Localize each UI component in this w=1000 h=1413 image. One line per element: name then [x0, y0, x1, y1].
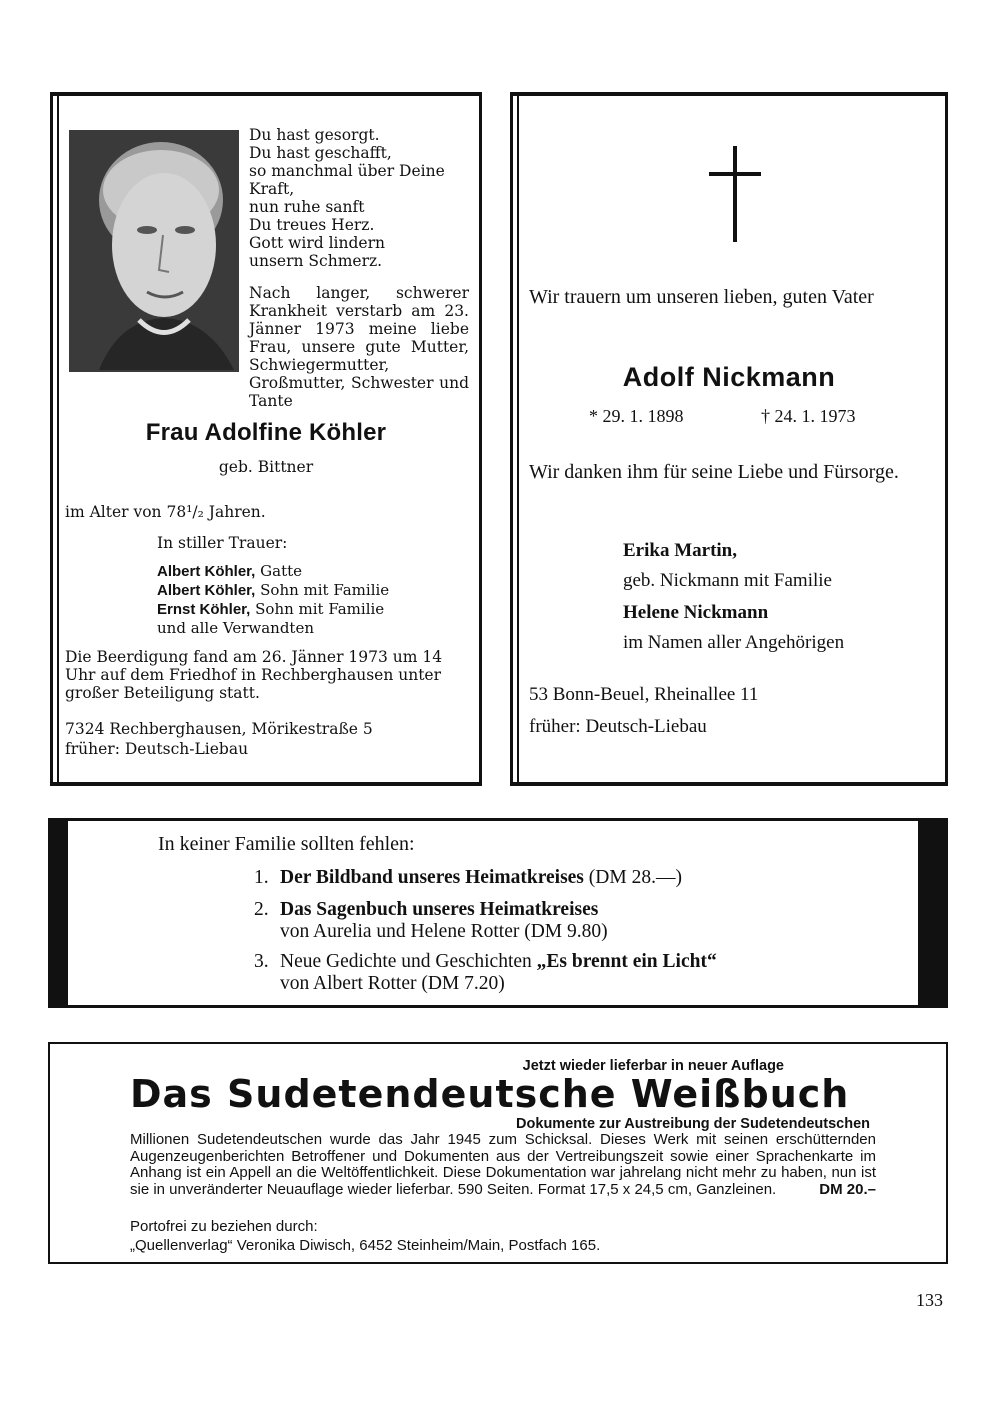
decorative-bar	[48, 821, 68, 1005]
portrait-photo	[69, 130, 239, 372]
family-note: im Namen aller Angehörigen	[623, 632, 845, 653]
book-title: Der Bildband unseres Heimatkreises	[280, 867, 584, 888]
order-info	[130, 1217, 600, 1255]
poem-line: Gott wird lindern	[249, 234, 385, 252]
mourner-name: Albert Köhler,	[157, 563, 256, 580]
poem-line: nun ruhe sanft	[249, 198, 365, 216]
book-price: DM 20.–	[819, 1180, 876, 1198]
book-title: „Es brennt ein Licht“	[536, 951, 717, 972]
maiden-name: geb. Bittner	[218, 458, 314, 476]
family-member: Erika Martin,	[623, 540, 737, 561]
book-item	[254, 867, 682, 889]
books-advertisement	[48, 818, 948, 1008]
book-title: Das Sagenbuch unseres Heimatkreises	[280, 899, 599, 920]
poem-line: Kraft,	[249, 180, 295, 198]
portrait-drawing	[69, 130, 239, 372]
mourner-name: Ernst Köhler,	[157, 601, 251, 618]
availability-note: Jetzt wieder lieferbar in neuer Auflage	[522, 1058, 784, 1074]
mourner-row	[157, 600, 389, 619]
weissbuch-advertisement	[48, 1042, 948, 1264]
poem-line: unsern Schmerz.	[249, 252, 383, 270]
obituary-kohler	[50, 92, 482, 786]
poem	[249, 126, 469, 270]
poem-line: so manchmal über Deine	[249, 162, 445, 180]
book-author: von Albert Rotter (DM 7.20)	[280, 973, 505, 994]
funeral-info: Die Beerdigung fand am 26. Jänner 1973 um 14 Uhr auf dem Friedhof in Rechberghausen unter großer Beteiligung statt.	[65, 648, 443, 702]
mourners-list	[157, 562, 389, 637]
poem-line: Du treues Herz.	[249, 216, 375, 234]
thanks-line: Wir danken ihm für seine Liebe und Fürsorge.	[529, 461, 899, 483]
mourning-heading: In stiller Trauer:	[157, 534, 288, 552]
birth-date: * 29. 1. 1898	[589, 406, 684, 426]
book-item	[254, 899, 608, 943]
death-date: † 24. 1. 1973	[761, 406, 856, 426]
mourner-name: Albert Köhler,	[157, 582, 256, 599]
family-member: geb. Nickmann mit Familie	[623, 570, 832, 591]
book-number: 2.	[254, 899, 269, 920]
book-number: 1.	[254, 867, 269, 888]
death-announcement: Nach langer, schwerer Krankheit verstarb am 23. Jänner 1973 meine liebe Frau, unsere gute Mutter, Schwiegermutter, Großmutter, Schwester und Tante	[249, 284, 469, 410]
books-heading: In keiner Familie sollten fehlen:	[158, 833, 415, 855]
book-subtitle: Dokumente zur Austreibung der Sudetendeutschen	[516, 1116, 870, 1132]
publisher-address: „Quellenverlag“ Veronika Diwisch, 6452 Steinheim/Main, Postfach 165.	[130, 1237, 601, 1254]
description-text: Millionen Sudetendeutschen wurde das Jahr 1945 zum Schicksal. Dieses Werk mit seinen erschütternden Augenzeugenberichten Betroffener und Dokumenten aus der Vertreibungszeit sowie einer Sprachenkarte im Anhang ist ein Appell an die Weltöffentlichkeit. Diese Dokumentation war jahrelang nicht mehr zu haben, nun ist sie in unveränderter Neuauflage wieder lieferbar. 590 Seiten. Format 17,5 x 24,5 cm, Ganzleinen.	[130, 1131, 876, 1198]
border-line	[517, 96, 519, 782]
book-number: 3.	[254, 951, 269, 972]
book-price: (DM 28.—)	[588, 867, 682, 888]
obituary-nickmann	[510, 92, 948, 786]
deceased-name: Frau Adolfine Köhler	[145, 419, 387, 446]
former-residence: früher: Deutsch-Liebau	[65, 740, 249, 758]
former-residence: früher: Deutsch-Liebau	[529, 716, 707, 737]
poem-line: Du hast gesorgt.	[249, 126, 380, 144]
address-line: 53 Bonn-Beuel, Rheinallee 11	[529, 684, 759, 705]
relatives-line: und alle Verwandten	[157, 619, 314, 637]
deceased-name: Adolf Nickmann	[622, 362, 836, 392]
book-author: von Aurelia und Helene Rotter (DM 9.80)	[280, 921, 608, 942]
address-block	[65, 719, 373, 759]
book-title: Das Sudetendeutsche Weißbuch	[130, 1072, 850, 1116]
book-description	[130, 1132, 876, 1198]
mourner-relation: Gatte	[260, 562, 302, 580]
book-prefix: Neue Gedichte und Geschichten	[280, 951, 532, 972]
cross-icon	[709, 146, 761, 242]
mourner-relation: Sohn mit Familie	[255, 600, 385, 618]
mourning-line: Wir trauern um unseren lieben, guten Vater	[529, 286, 874, 308]
age-line: im Alter von 78¹/₂ Jahren.	[65, 503, 266, 521]
mourner-relation: Sohn mit Familie	[260, 581, 390, 599]
decorative-bar	[918, 821, 948, 1005]
mourner-row	[157, 562, 389, 581]
order-line: Portofrei zu beziehen durch:	[130, 1218, 318, 1235]
book-item	[254, 951, 717, 995]
mourner-row	[157, 581, 389, 600]
address-line: 7324 Rechberghausen, Mörikestraße 5	[65, 720, 373, 738]
family-member: Helene Nickmann	[623, 602, 769, 623]
poem-line: Du hast geschafft,	[249, 144, 392, 162]
page-number: 133	[916, 1290, 943, 1310]
